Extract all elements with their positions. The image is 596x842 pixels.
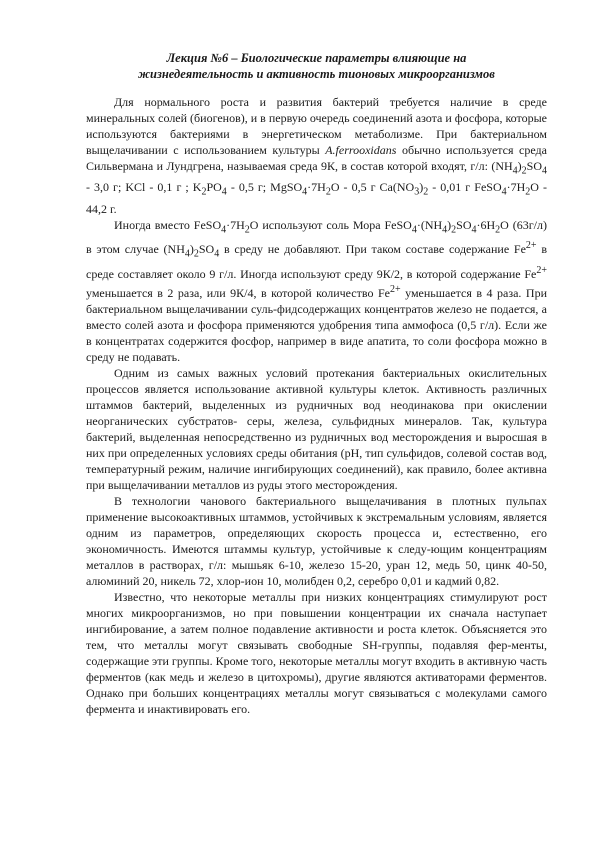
paragraph-nutrient-media: Для нормального роста и развития бактерий требуется наличие в среде минеральных солей (биогенов), и в первую очередь соединений азота и фосфора, которые используются бактериями в энергетическом метаболизме. При бактериальном выщелачивании с использованием культуры A.ferrooxidans обычно используется среда Сильвермана и Лундгрена, называемая среда 9К, в состав которой входят, г/л: $(NH_4)_2SO_4 - 3,0$ г; KCl - 0,1 г ; $K_2PO_4 - 0,5$ г; $MgSO_4\cdot 7H_2O - 0,5$ г $Ca(NO_3)_2 - 0,01$ г $FeSO_4\cdot 7H_2O - 44,2$ г. [86, 95, 547, 216]
title-line-2: жизнедеятельность и активность тионовых микроорганизмов [138, 67, 495, 81]
paragraph-resistant-strains: В технологии чанового бактериального выщелачивания в плотных пульпах применение высокоактивных штаммов, устойчивых к экстремальным условиям, является одним из параметров, определяющих скорость процесса и, естественно, его экономичность. Имеются штаммы культур, устойчивые к следу-ющим концентрациям металлов в растворах, г/л: мышьяк 6-10, железо 15-20, уран 12, медь 50, цинк 40-50, алюминий 20, никель 72, хлор-ион 10, молибден 0,2, серебро 0,01 и кадмий 0,82. [86, 493, 547, 588]
species-name: A.ferrooxidans [325, 143, 397, 157]
paragraph-mohr-salt: Иногда вместо $FeSO_4\cdot 7H_2O$ используют соль Мора $FeSO_4\cdot(NH_4)_2SO_4\cdot 6H_2O$ (63г/л) в этом случае $(NH_4)_2SO_4$ в среду не добавляют. При таком составе содержание $Fe^{2+}$ в среде составляет около 9 г/л. Иногда используют среду 9К/2, в которой содержание $Fe^{2+}$ уменьшается в 2 раза, или 9К/4, в которой количество $Fe^{2+}$ уменьшается в 4 раза. При бактериальном выщелачивании суль-фидсодержащих концентратов железо не подается, а вместо солей азота и фосфора применяются удобрения типа аммофоса (0,5 г/л). Если же в концентратах содержится фосфор, например в виде апатита, то соли фосфора можно в среду не подавать. [86, 217, 547, 364]
paragraph-active-culture: Одним из самых важных условий протекания бактериальных окислительных процессов является использование активной культуры клеток. Активность различных штаммов бактерий, выделенных из рудничных вод неодинакова при окислении неорганических субстратов- серы, железа, сульфидных минералов. Так, культура бактерий, выделенная непосредственно из рудничных вод месторождения и выросшая в них при определенных условиях среды обитания (pH, тип сульфидов, солевой состав вод, температурный режим, наличие ингибирующих соединений), как правило, более активна при выщелачивании металлов из руды этого месторождения. [86, 365, 547, 492]
title-line-1: Лекция №6 – Биологические параметры влияющие на [166, 51, 467, 65]
lecture-title [86, 50, 547, 82]
paragraph-metal-effects: Известно, что некоторые металлы при низких концентрациях стимулируют рост многих микроорганизмов, но при повышении концентрации их сначала наступает ингибирование, а затем полное подавление активности и роста клеток. Объясняется это тем, что металлы могут связывать свободные SH-группы, подавляя фер-менты, содержащие эти группы. Кроме того, некоторые металлы могут входить в активную часть ферментов (как медь и железо в цитохромы), другие являются активаторами ферментов. Однако при больших концентрациях металлы могут связываться с молекулами самого фермента и инактивировать его. [86, 589, 547, 716]
